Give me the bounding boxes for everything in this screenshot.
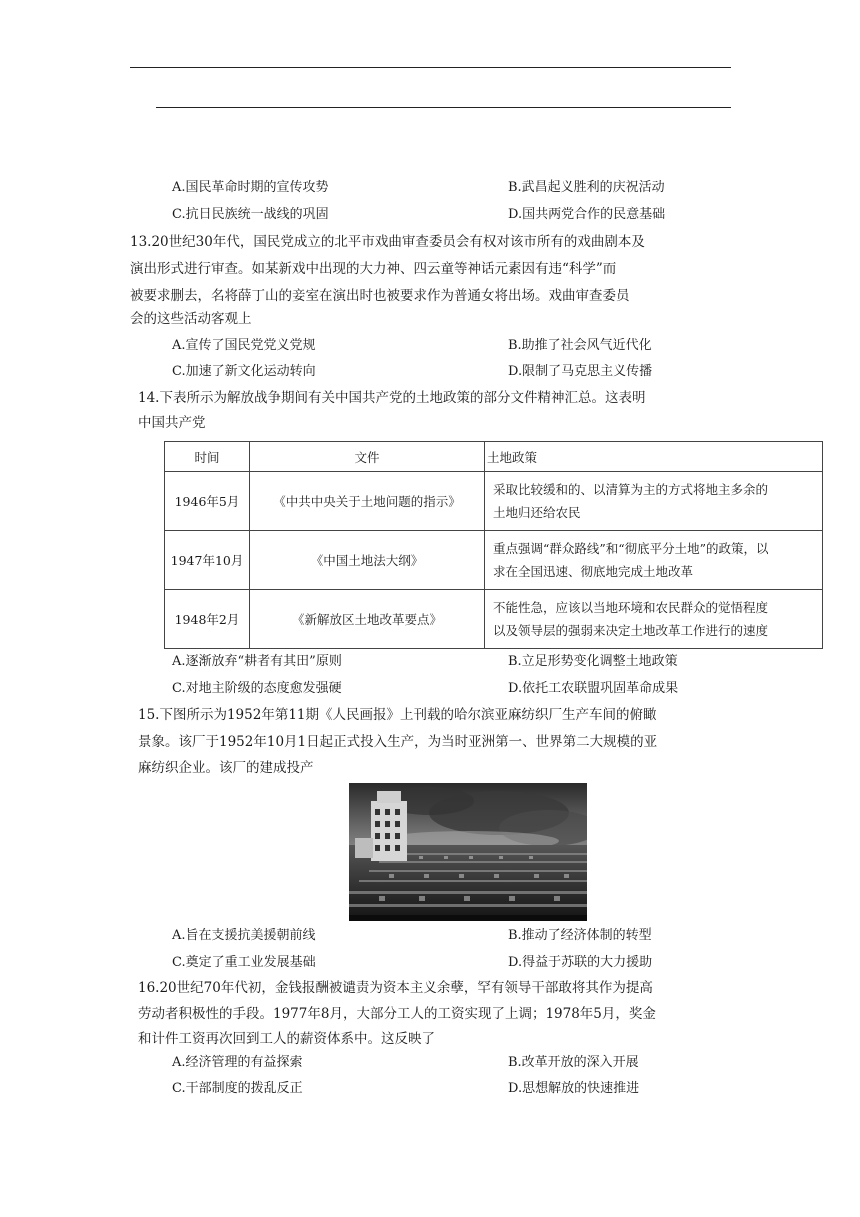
q13-option-b[interactable]: B.助推了社会风气近代化 — [508, 338, 652, 353]
policy-line: 采取比较缓和的、以清算为主的方式将地主多余的 — [493, 482, 769, 497]
q15-stem-line: 麻纺织企业。该厂的建成投产 — [138, 760, 314, 776]
q13-option-d[interactable]: D.限制了马克思主义传播 — [508, 364, 653, 379]
q15-stem-line: 景象。该厂于1952年10月1日起正式投入生产，为当时亚洲第一、世界第二大规模的亚 — [138, 734, 658, 750]
table-cell-time: 1948年2月 — [165, 590, 250, 649]
q16-stem-line: 和计件工资再次回到工人的薪资体系中。这反映了 — [138, 1031, 435, 1047]
q13-stem-line: 13.20世纪30年代，国民党成立的北平市戏曲审查委员会有权对该市所有的戏曲剧本及 — [130, 234, 645, 250]
q16-stem-line: 劳动者积极性的手段。1977年8月，大部分工人的工资实现了上调；1978年5月，奖金 — [138, 1006, 656, 1022]
q15-option-a[interactable]: A.旨在支援抗美援朝前线 — [172, 928, 316, 943]
q16-option-c[interactable]: C.干部制度的拨乱反正 — [172, 1081, 303, 1096]
factory-aerial-photo — [349, 783, 587, 921]
table-row — [165, 531, 823, 590]
policy-line: 以及领导层的强弱来决定土地改革工作进行的速度 — [493, 623, 769, 638]
table-cell-policy — [485, 472, 823, 531]
q12-option-b[interactable]: B.武昌起义胜利的庆祝活动 — [508, 180, 665, 195]
policy-line: 不能性急，应该以当地环境和农民群众的觉悟程度 — [493, 600, 769, 615]
q14-option-a[interactable]: A.逐渐放弃“耕者有其田”原则 — [172, 654, 342, 669]
table-header-time: 时间 — [165, 442, 250, 472]
q15-stem-line: 15.下图所示为1952年第11期《人民画报》上刊载的哈尔滨亚麻纺织厂生产车间的俯瞰 — [138, 707, 657, 723]
header-rule-bottom — [156, 107, 731, 108]
q13-stem-line: 演出形式进行审查。如某新戏中出现的大力神、四云童等神话元素因有违“科学”而 — [130, 261, 617, 277]
table-cell-policy — [485, 590, 823, 649]
q14-stem-line: 中国共产党 — [138, 415, 206, 431]
table-cell-document: 《新解放区土地改革要点》 — [250, 590, 485, 649]
q13-stem-line: 被要求删去，名将薛丁山的妾室在演出时也被要求作为普通女将出场。戏曲审查委员 — [130, 288, 630, 304]
land-policy-table — [164, 441, 823, 649]
q16-stem-line: 16.20世纪70年代初，金钱报酬被谴责为资本主义余孽，罕有领导干部敢将其作为提高 — [138, 980, 653, 996]
q16-option-b[interactable]: B.改革开放的深入开展 — [508, 1055, 639, 1070]
q13-option-a[interactable]: A.宣传了国民党党义党规 — [172, 338, 316, 353]
table-cell-time: 1946年5月 — [165, 472, 250, 531]
table-cell-time: 1947年10月 — [165, 531, 250, 590]
q12-option-a[interactable]: A.国民革命时期的宣传攻势 — [172, 180, 329, 195]
q16-option-a[interactable]: A.经济管理的有益探索 — [172, 1055, 303, 1070]
table-header-policy: 土地政策 — [485, 442, 823, 472]
q12-option-d[interactable]: D.国共两党合作的民意基础 — [508, 207, 666, 222]
q14-stem-line: 14.下表所示为解放战争期间有关中国共产党的土地政策的部分文件精神汇总。这表明 — [138, 390, 646, 406]
table-cell-policy — [485, 531, 823, 590]
q15-option-b[interactable]: B.推动了经济体制的转型 — [508, 928, 652, 943]
q14-option-b[interactable]: B.立足形势变化调整土地政策 — [508, 654, 678, 669]
q14-option-c[interactable]: C.对地主阶级的态度愈发强硬 — [172, 681, 342, 696]
q15-option-c[interactable]: C.奠定了重工业发展基础 — [172, 955, 316, 970]
table-row — [165, 472, 823, 531]
q16-option-d[interactable]: D.思想解放的快速推进 — [508, 1081, 640, 1096]
q13-option-c[interactable]: C.加速了新文化运动转向 — [172, 364, 316, 379]
policy-line: 土地归还给农民 — [493, 505, 581, 520]
q12-option-c[interactable]: C.抗日民族统一战线的巩固 — [172, 207, 329, 222]
table-header-row — [165, 442, 823, 472]
policy-line: 求在全国迅速、彻底地完成土地改革 — [493, 564, 694, 579]
table-header-document: 文件 — [250, 442, 485, 472]
q14-option-d[interactable]: D.依托工农联盟巩固革命成果 — [508, 681, 679, 696]
table-cell-document: 《中共中央关于土地问题的指示》 — [250, 472, 485, 531]
policy-line: 重点强调“群众路线”和“彻底平分土地”的政策，以 — [493, 541, 769, 556]
q13-stem-line: 会的这些活动客观上 — [130, 311, 252, 327]
table-row — [165, 590, 823, 649]
q15-option-d[interactable]: D.得益于苏联的大力援助 — [508, 955, 653, 970]
header-rule-top — [130, 67, 731, 68]
table-cell-document: 《中国土地法大纲》 — [250, 531, 485, 590]
